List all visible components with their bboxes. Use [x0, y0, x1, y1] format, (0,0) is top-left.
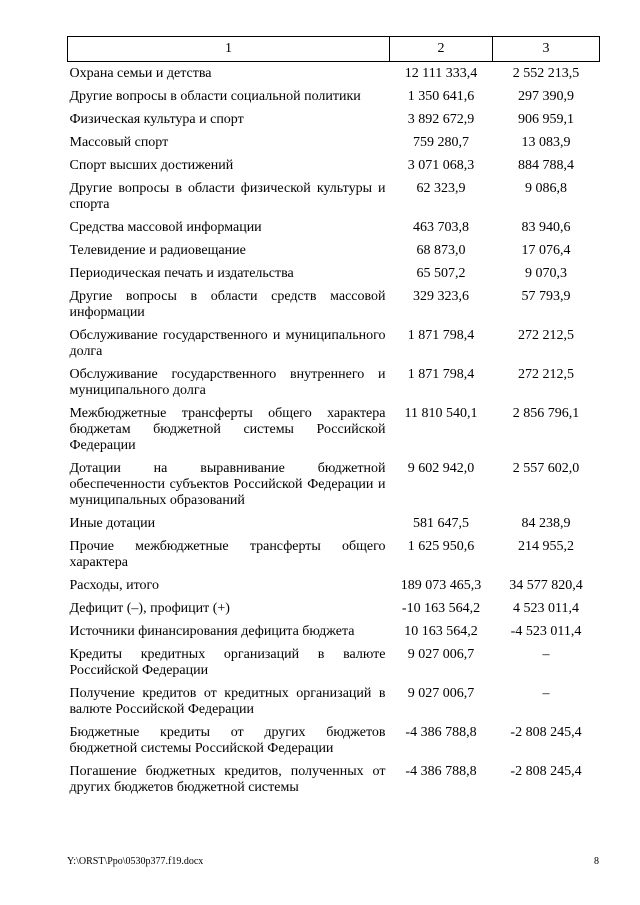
table-row [68, 363, 600, 402]
table-row [68, 760, 600, 799]
table-row [68, 154, 600, 177]
row-value-col3: -4 523 011,4 [510, 624, 582, 639]
row-label: Дефицит (–), профицит (+) [69, 601, 230, 616]
row-label: Обслуживание государственного внутреннего и муниципального долга [69, 367, 386, 398]
row-value-col2: -10 163 564,2 [401, 601, 481, 616]
column-header-1: 1 [68, 37, 390, 62]
row-label: Получение кредитов от кредитных организаций в валюте Российской Федерации [69, 686, 386, 717]
row-value-col2: 1 350 641,6 [407, 89, 475, 104]
row-value-col2: 62 323,9 [416, 181, 466, 196]
row-value-col3: 9 070,3 [525, 266, 567, 281]
row-value-col2: 3 892 672,9 [407, 112, 475, 127]
row-value-col2: 65 507,2 [416, 266, 466, 281]
row-value-col2: 1 625 950,6 [407, 539, 475, 554]
table-row [68, 535, 600, 574]
table-row [68, 216, 600, 239]
row-value-col2: 3 071 068,3 [407, 158, 475, 173]
row-label: Средства массовой информации [69, 220, 262, 235]
row-value-col3: 2 856 796,1 [512, 406, 580, 421]
row-value-col2: 1 871 798,4 [407, 367, 475, 382]
row-value-col2: 463 703,8 [413, 220, 469, 235]
row-value-col2: 1 871 798,4 [407, 328, 475, 343]
row-value-col3: 884 788,4 [518, 158, 574, 173]
table-body [68, 62, 600, 800]
row-value-col2: 759 280,7 [413, 135, 469, 150]
table-row [68, 512, 600, 535]
row-value-col3: 9 086,8 [525, 181, 567, 196]
table-row [68, 620, 600, 643]
row-value-col3: 57 793,9 [521, 289, 571, 304]
row-label: Другие вопросы в области средств массовой информации [69, 289, 386, 320]
row-value-col3: 906 959,1 [518, 112, 574, 127]
table-row [68, 402, 600, 457]
row-label: Дотации на выравнивание бюджетной обеспеченности субъектов Российской Федерации и муниципальных образований [69, 461, 386, 508]
row-value-col3: 214 955,2 [518, 539, 574, 554]
row-value-col3: 84 238,9 [521, 516, 571, 531]
row-value-col2: -4 386 788,8 [405, 725, 477, 740]
row-label: Периодическая печать и издательства [69, 266, 294, 281]
row-value-col3: 4 523 011,4 [513, 601, 579, 616]
row-label: Спорт высших достижений [69, 158, 234, 173]
row-label: Иные дотации [69, 516, 156, 531]
row-value-col2: 11 810 540,1 [404, 406, 478, 421]
row-value-col2: 68 873,0 [416, 243, 466, 258]
table-row [68, 177, 600, 216]
table-row [68, 285, 600, 324]
column-header-2: 2 [390, 37, 493, 62]
table-row [68, 643, 600, 682]
row-label: Межбюджетные трансферты общего характера бюджетам бюджетной системы Российской Федерации [69, 406, 386, 453]
row-label: Обслуживание государственного и муниципального долга [69, 328, 386, 359]
row-label: Расходы, итого [69, 578, 159, 593]
row-label: Физическая культура и спорт [69, 112, 244, 127]
table-row [68, 239, 600, 262]
column-header-3: 3 [493, 37, 600, 62]
row-value-col2: 9 602 942,0 [407, 461, 475, 476]
row-value-col2: 329 323,6 [413, 289, 469, 304]
row-label: Другие вопросы в области физической культуры и спорта [69, 181, 386, 212]
row-value-col3: 34 577 820,4 [509, 578, 583, 593]
page-number: 8 [594, 856, 599, 867]
table-row [68, 457, 600, 512]
row-value-col2: -4 386 788,8 [405, 764, 477, 779]
row-value-col2: 189 073 465,3 [400, 578, 482, 593]
table-row [68, 62, 600, 86]
row-value-col2: 12 111 333,4 [404, 66, 478, 81]
row-value-col3: -2 808 245,4 [510, 725, 582, 740]
row-value-col3: 13 083,9 [521, 135, 571, 150]
row-value-col3: 272 212,5 [518, 367, 574, 382]
row-value-col3: – [542, 686, 550, 701]
table-row [68, 131, 600, 154]
row-label: Другие вопросы в области социальной политики [69, 89, 361, 104]
row-label: Кредиты кредитных организаций в валюте Российской Федерации [69, 647, 386, 678]
table-row [68, 721, 600, 760]
row-label: Бюджетные кредиты от других бюджетов бюджетной системы Российской Федерации [69, 725, 386, 756]
row-value-col3: 83 940,6 [521, 220, 571, 235]
table-row [68, 85, 600, 108]
table-row [68, 682, 600, 721]
row-value-col3: – [542, 647, 550, 662]
row-value-col2: 10 163 564,2 [404, 624, 478, 639]
row-label: Телевидение и радиовещание [69, 243, 246, 258]
row-value-col2: 9 027 006,7 [407, 647, 475, 662]
table-row [68, 574, 600, 597]
row-label: Погашение бюджетных кредитов, полученных от других бюджетов бюджетной системы [69, 764, 386, 795]
table-row [68, 262, 600, 285]
row-label: Источники финансирования дефицита бюджета [69, 624, 355, 639]
row-value-col3: 272 212,5 [518, 328, 574, 343]
row-value-col3: 2 557 602,0 [512, 461, 580, 476]
row-value-col2: 9 027 006,7 [407, 686, 475, 701]
page-footer [67, 856, 599, 867]
budget-table [67, 36, 600, 799]
row-label: Охрана семьи и детства [69, 66, 212, 81]
table-row [68, 108, 600, 131]
row-value-col3: 2 552 213,5 [512, 66, 580, 81]
table-row [68, 324, 600, 363]
row-value-col3: 297 390,9 [518, 89, 574, 104]
row-value-col2: 581 647,5 [413, 516, 469, 531]
row-label: Массовый спорт [69, 135, 169, 150]
row-value-col3: -2 808 245,4 [510, 764, 582, 779]
table-row [68, 597, 600, 620]
table-header-row [68, 37, 600, 62]
file-path: Y:\ORST\Ppo\0530p377.f19.docx [67, 856, 204, 867]
row-value-col3: 17 076,4 [521, 243, 571, 258]
row-label: Прочие межбюджетные трансферты общего характера [69, 539, 386, 570]
